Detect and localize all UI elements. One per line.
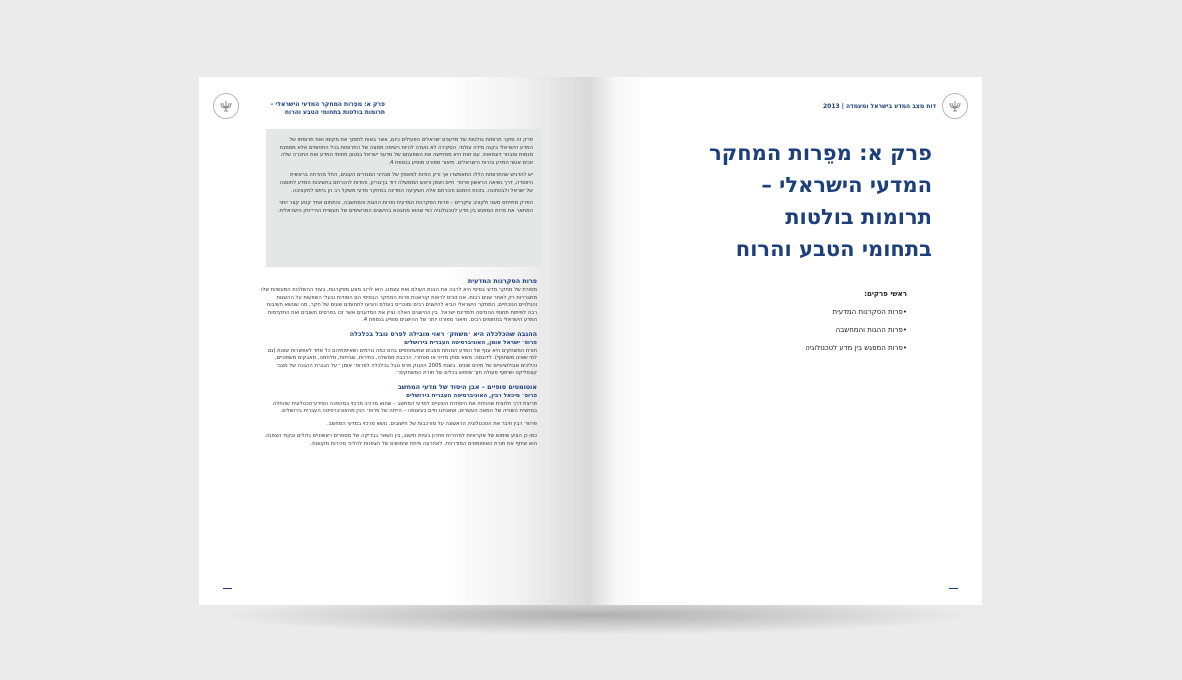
- contents-item: •פרות המפגש בין מדע לטכנולוגיה: [805, 344, 907, 352]
- chapter-title: [602, 137, 932, 265]
- summary-box: [266, 129, 542, 267]
- section-paragraph: כמו כן הציע שימוש של אקראיות למהירות פתרון בעיות חישוב, בין השאר בבדיקה של מספרים ראשוניים גדולים ובקוד הצפנה. הוא שיתף את תורת האוטומטים המודרנית. לאחרונה פיתח שימושים של הצפנות להליכי מכירות מקוונות.: [264, 433, 537, 447]
- section-subtitle: פרופ׳ ישראל אומן, האוניברסיטה העברית בירושלים: [404, 339, 537, 346]
- section-paragraph: מסורת של מחקר מדעי בסיסי היא לרבה את הבנת העולם ואת עצמנו. הוא לרוב מונע מסקרנות, בעוד ההשלכות המעשיות שלו מתבררות רק לאחר שנים רבות. אנו זוכים לראות קוראנות פרות המחקר הבסיסי הם הסודות ובעלי השפעות על ההשגות והגילויים הנוכחיים. המחקר הישראלי הביא להישגים רבים ומוכרים בעולם והגיעו לתחומים שונים של חקר, מה שנושא חשיבות רבה לפיתוח תחומי ההנדסה ולמדינת ישראל. בין ההישגים האלה נציין את המדענים אשר זכו בפרסים חשובים ואת התקדמות המדע הישראלי בתחומים רבים. תיאור מפורט יותר של ההישגים מופיע בנספח 4.: [261, 287, 537, 324]
- running-head-line: תרומות בולטות בתחומי הטבע והרוח: [284, 109, 385, 116]
- left-page: [199, 77, 591, 605]
- section-title: ההגבה שהכלכלה היא ׳משחק׳ ראוי מובילה לפרס נובל בכלכלה: [349, 329, 537, 338]
- contents-heading: ראשי פרקים:: [864, 290, 907, 298]
- section: [261, 383, 537, 449]
- contents-item: •פרות הסקרנות המדעית: [832, 308, 907, 316]
- summary-paragraph: הפרק מתייחס משני ולקציב עיקריים – פרות הסקרנות המדעית ופרות ההגות והמחשבה, והתחום אחד קטע קצר יותר המתאר את פרות המפגש בין מדע לטכנולוגיה כפי שהוא מתבטא בהישגים המרשימים של תעשיית ההיי־טק הישראלית.: [277, 200, 533, 214]
- section: [261, 277, 537, 325]
- running-head: דוח מצב המדע בישראל ומעמדה | 2013: [822, 103, 936, 110]
- running-head-line: פרק א: מפֵרות המחקר המדעי הישראלי –: [270, 101, 385, 108]
- body-column: [261, 277, 537, 454]
- chapter-title-line: המדעי הישראלי –: [761, 173, 932, 197]
- chapter-title-line: בתחומי הטבע והרוח: [735, 237, 932, 261]
- chapter-contents: [647, 289, 907, 361]
- page-number-mark: [223, 588, 232, 589]
- section-title: אוטומטים סופיים – אבן היסוד של מדעי המחשב: [397, 382, 537, 391]
- section-subtitle: פרופ׳ מיכאל רבין, האוניברסיטה העברית בירושלים: [406, 392, 537, 399]
- summary-paragraph: פרק זה סוקר תרומות בולטות של מדענים ישראלים הפעילים כיום, אשר באות לתמוך את מקומו ואת תרומתו של המדע הישראלי בקנה מידה עולמי. הסקירה לא נועדה להיות רשימה ממצה של התרומות בכל התחומים אלא מסמנת מגמות ומבחר דוגמאות. עם זאת היא ממחישה את השפעתם של מדעני ישראל במגוון תחומי המדע ואת התכרה שלה זוכים אנשי המדע והרוח הישראלים. תיאור מפורט מופיע בנספח 4.: [279, 137, 533, 166]
- section-paragraph: תורת המשחקים היא ענף של המדע המנתח מצבים שמשתתפים בהם כמה גורמים ושאיפותיהם כל אחד לאפשרות שונות (גם למי שאינו משתתף). לדוגמה: משא ומתן מדיני או מסחרי, הרכבת ממשלה, בחירות, שביתות, מלחמה, מאבקים משפטיים, והליכים אבולוציוניים של מינים שונים. בשנת 2005 הוענק פרס נובל בכלכלה לפרופ׳ אומן ״על הגברת ההבנה של מצבי קונפליקט ושיתוף פעולה תוך שימוש בכלים של תורת המשחקים״.: [267, 347, 537, 377]
- section-title: פרות הסקרנות המדעית: [467, 277, 537, 285]
- contents-item: •פרות ההגות והמחשבה: [835, 326, 907, 334]
- right-page: [591, 77, 982, 605]
- chapter-title-line: תרומות בולטות: [785, 205, 932, 229]
- menorah-emblem-icon: [942, 93, 968, 119]
- section-paragraph: פריצת דרך חלוצית שהניחה את היסודות העיוניים למדעי המחשב – שהוא מרכיב מרכזי במהפכה המידע־טכנולוגית שהחלה במחצית השנייה של המאה העשרים, ושאנחנו חיים בעיצומה – הייתה של פרופ׳ רבין מהאוניברסיטה העברית בירושלים.: [273, 400, 537, 415]
- menorah-emblem-icon: [213, 93, 239, 119]
- summary-paragraph: יש להדגיש שהתרומות הללו התאפשרו אך ורק הודות למאמץ של מנהיגי המגזרים העוגים, החל מהדחה בראשית היווסדה, דרך נשיאה הראשון פרופ׳ חיים ויצמן וראש הממשלה דוד בן־גוריון, והודות להכרתם בחשיבות המדע לחוסנה של ישראל ולבטחונה. בזכות הזמנם והכרתם אלה השקיעה המדינה במחקר מדעי משקל רב הן ביחס לתקציבה.: [279, 172, 533, 194]
- page-number-mark: [949, 588, 958, 589]
- chapter-title-line: פרק א: מפֵרות המחקר: [709, 141, 932, 165]
- section: [261, 330, 537, 378]
- section-paragraph: פרופ׳ רבין חיבר את הטכנולוגיה הראשונה על מורכבות של חישובים, נושא מרכזי במדעי המחשב.: [327, 420, 537, 427]
- running-head: [245, 101, 385, 117]
